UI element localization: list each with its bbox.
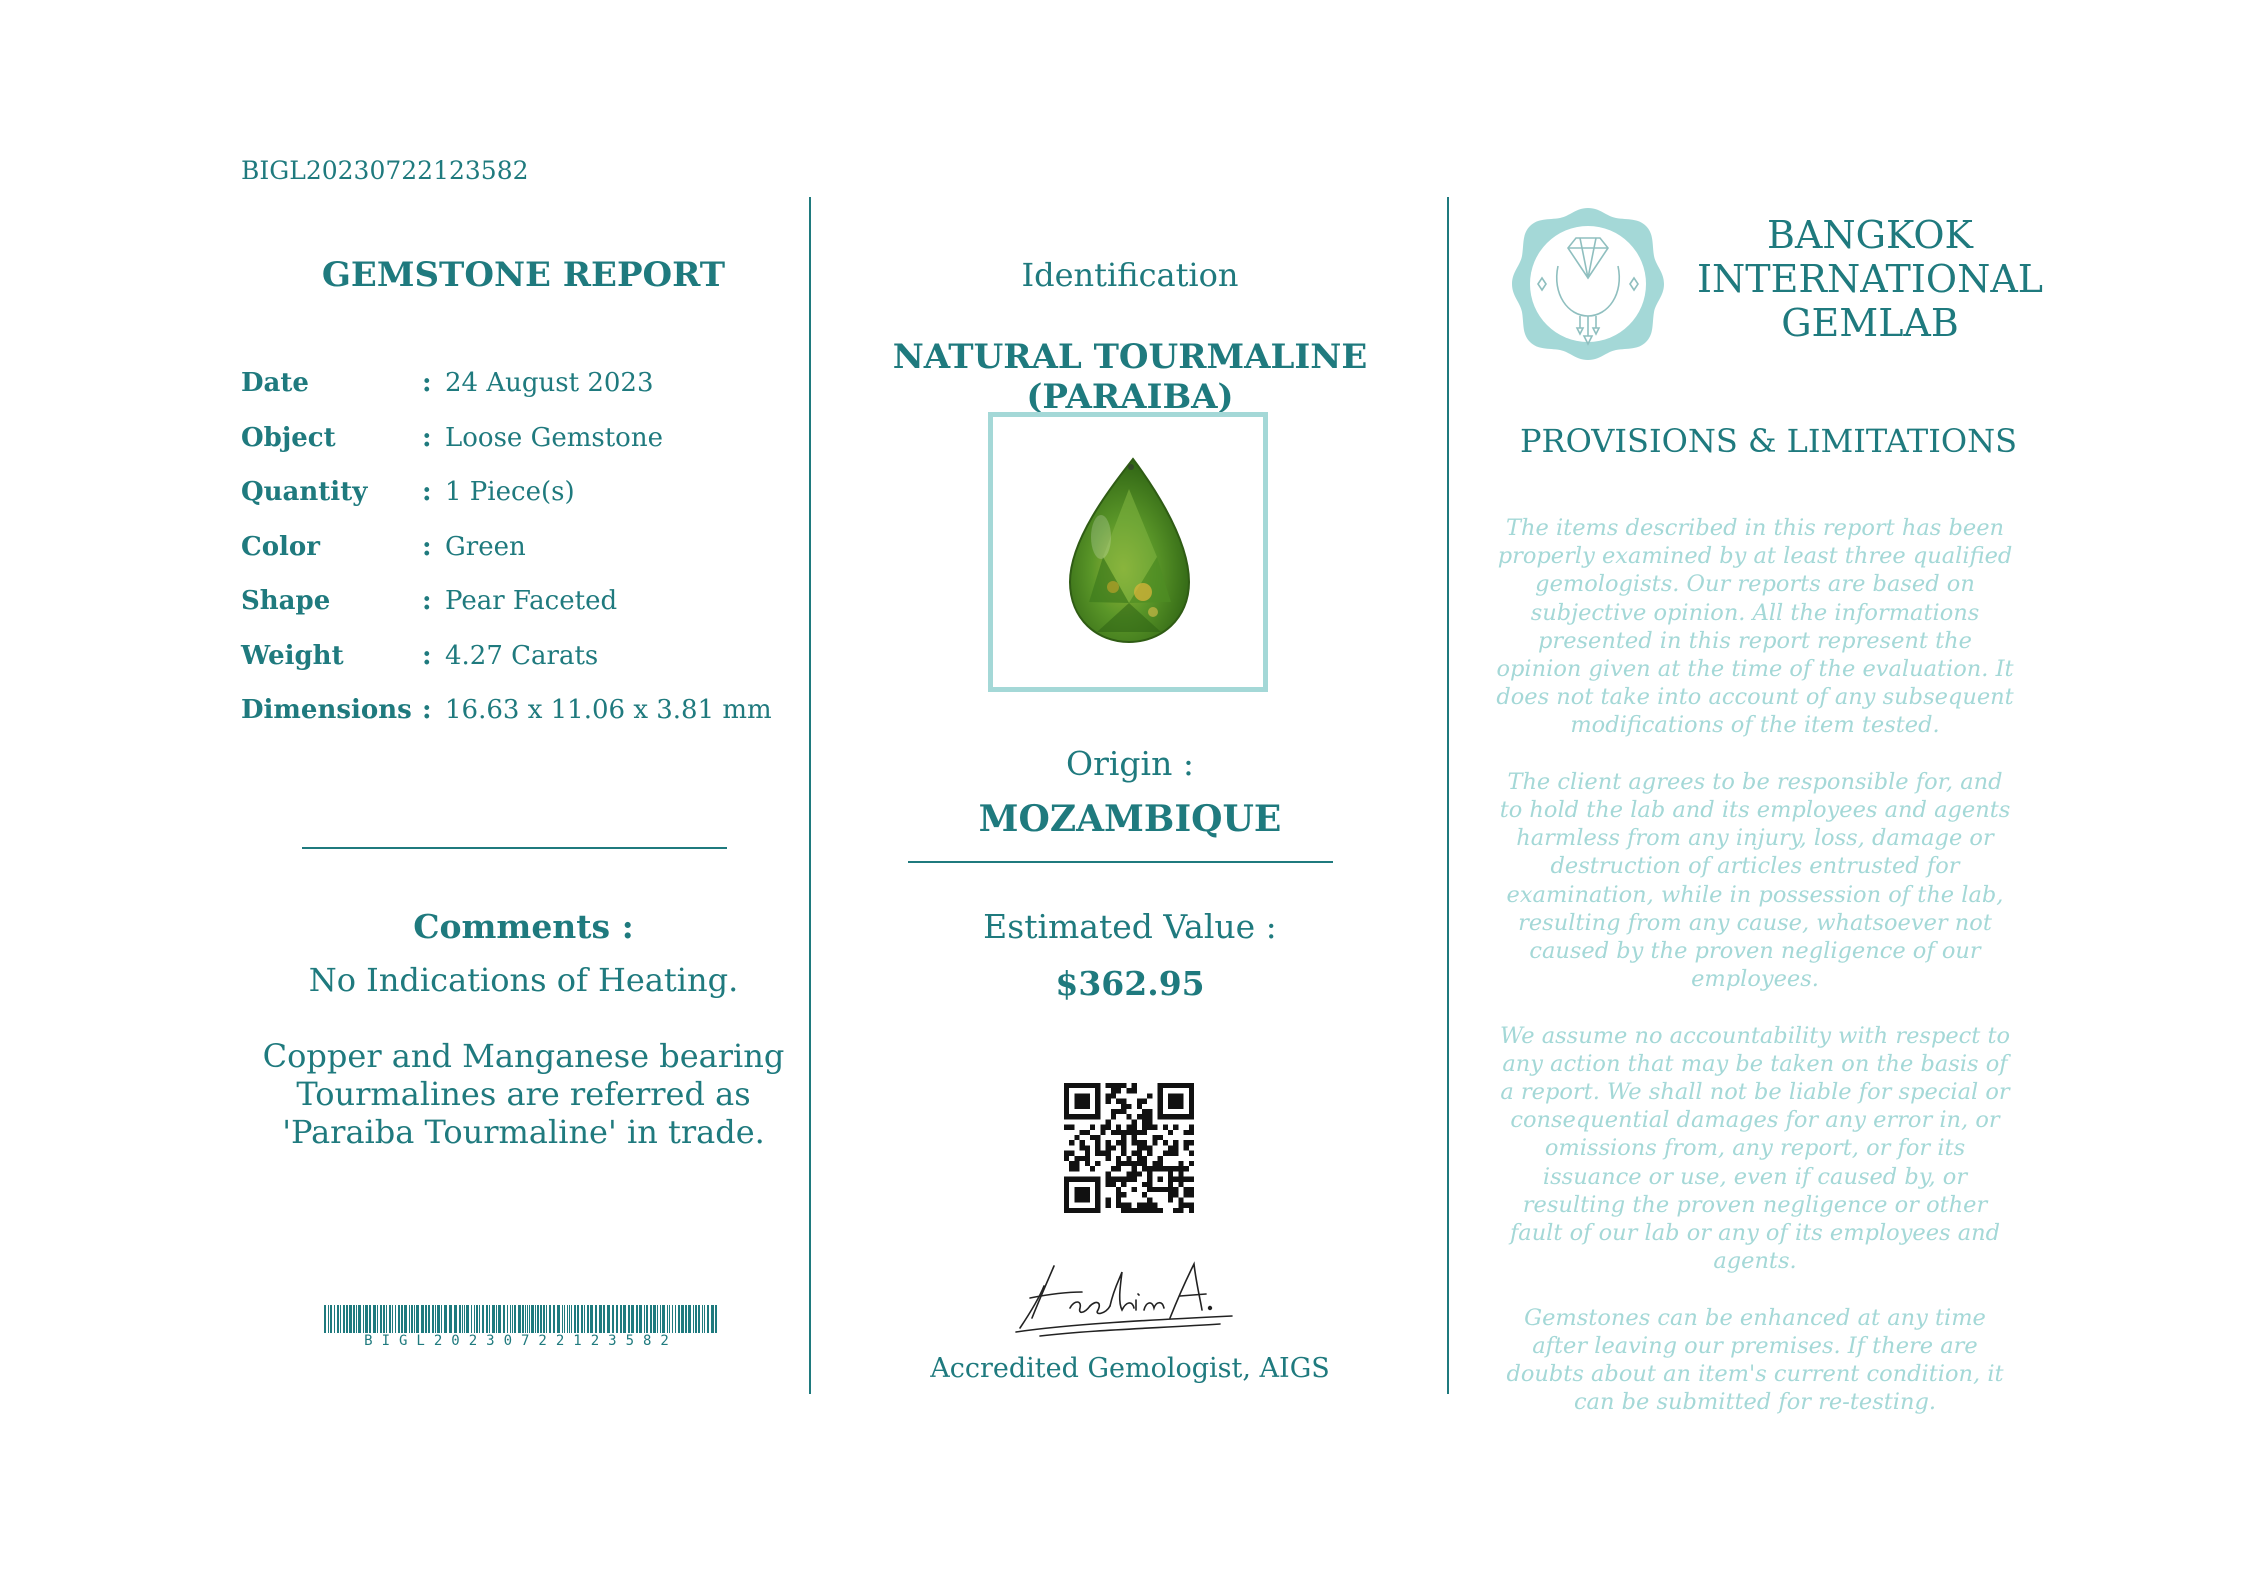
lab-name <box>1680 213 2060 345</box>
lab-seal-icon <box>1508 204 1668 364</box>
lab-name-line: INTERNATIONAL <box>1696 257 2043 301</box>
pear-gemstone-photo <box>993 417 1263 687</box>
spec-label: Shape <box>241 586 331 616</box>
spec-value: 4.27 Carats <box>445 640 599 671</box>
spec-colon: : <box>422 368 432 398</box>
spec-colon: : <box>422 531 432 562</box>
stone-name: NATURAL TOURMALINE (PARAIBA) <box>892 337 1368 417</box>
estimated-value: $362.95 <box>1055 964 1205 1003</box>
provision-paragraph: The items described in this report has been properly examined by at least three qualified gemologists. Our reports are based on subjective opinion. All the informations presented in this report represent the opinion given at the time of the evaluation. It does not take into account of any subsequent modifications of the item tested. <box>1496 515 2014 739</box>
gem-photo-frame <box>988 412 1268 692</box>
column-divider-right <box>1447 197 1449 1394</box>
spec-colon: : <box>422 422 432 453</box>
report-id: BIGL20230722123582 <box>241 156 529 185</box>
provisions-title: PROVISIONS & LIMITATIONS <box>1520 422 2017 460</box>
spec-colon: : <box>422 586 432 616</box>
spec-value: 24 August 2023 <box>445 368 654 398</box>
barcode-text: BIGL20230722123582 <box>364 1333 678 1349</box>
spec-value: Pear Faceted <box>445 586 618 616</box>
spec-value: Loose Gemstone <box>445 422 663 453</box>
comment-heating: No Indications of Heating. <box>308 961 739 999</box>
provision-paragraph: Gemstones can be enhanced at any time after leaving our premises. If there are doubts about an item's current condition, it can be submitted for re-testing. <box>1506 1304 2004 1416</box>
spec-value: Green <box>445 531 526 562</box>
column-divider-left <box>809 197 811 1394</box>
divider-line <box>908 861 1333 863</box>
lab-name-line: GEMLAB <box>1781 301 1959 345</box>
spec-colon: : <box>422 695 432 725</box>
report-title: GEMSTONE REPORT <box>321 255 726 295</box>
comments-title: Comments : <box>413 907 634 946</box>
qr-code-icon <box>1064 1083 1194 1213</box>
provisions-text <box>1495 514 2015 1445</box>
origin-value: MOZAMBIQUE <box>978 798 1282 840</box>
identification-label: Identification <box>1021 256 1239 294</box>
divider-line <box>302 847 727 849</box>
comment-paraiba: Copper and Manganese bearing Tourmalines are referred as 'Paraiba Tourmaline' in trade. <box>262 1037 785 1151</box>
spec-label: Color <box>241 531 320 562</box>
spec-label: Date <box>241 368 309 398</box>
spec-colon: : <box>422 640 432 671</box>
spec-colon: : <box>422 477 432 507</box>
spec-value: 1 Piece(s) <box>445 477 575 507</box>
origin-label: Origin : <box>1066 744 1194 783</box>
lab-name-line: BANGKOK <box>1767 213 1973 257</box>
barcode-icon <box>324 1305 718 1333</box>
provision-paragraph: We assume no accountability with respect to any action that may be taken on the basis of a report. We shall not be liable for special or consequential damages for any error in, or omissions from, any report, or for its issuance or use, even if caused by, or resulting the proven negligence or other fault of our lab or any of its employees and agents. <box>1499 1022 2011 1275</box>
handwritten-signature <box>1010 1258 1240 1338</box>
spec-label: Weight <box>241 640 344 671</box>
spec-label: Quantity <box>241 477 368 507</box>
signature-caption: Accredited Gemologist, AIGS <box>930 1353 1330 1384</box>
provision-paragraph: The client agrees to be responsible for, and to hold the lab and its employees and agents harmless from any injury, loss, damage or destruction of articles entrusted for examination, while in possession of the lab, resulting from any cause, whatsoever not caused by the proven negligence of our employees. <box>1499 768 2011 993</box>
estimated-value-label: Estimated Value : <box>983 907 1277 946</box>
spec-label: Object <box>241 422 336 453</box>
spec-label: Dimensions <box>241 695 412 725</box>
spec-value: 16.63 x 11.06 x 3.81 mm <box>445 695 772 725</box>
